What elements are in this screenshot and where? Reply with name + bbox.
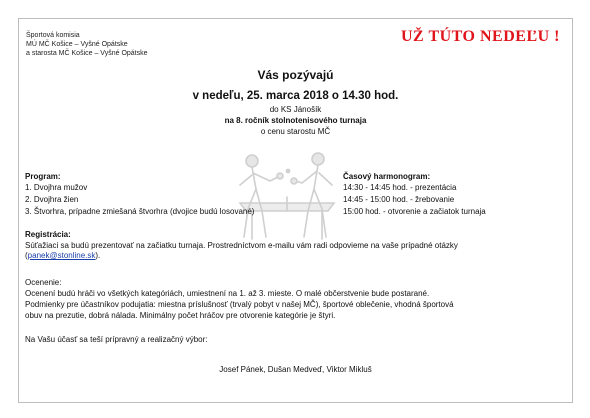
- program-title: Program:: [25, 172, 61, 181]
- schedule-title: Časový harmonogram:: [343, 172, 431, 181]
- closing-text: Na Vašu účasť sa teší prípravný a realizačný výbor:: [25, 335, 208, 344]
- program-item: 3. Štvorhra, prípadne zmiešaná štvorhra (dvojice budú losované): [25, 207, 255, 216]
- schedule-item: 14:45 - 15:00 hod. - žrebovanie: [343, 195, 455, 204]
- event-date: v nedeľu, 25. marca 2018 o 14.30 hod.: [192, 90, 399, 102]
- email-link[interactable]: panek@stonline.sk: [27, 251, 96, 260]
- schedule-item: 15:00 hod. - otvorenie a začiatok turnaja: [343, 207, 486, 216]
- organizer-block: [26, 31, 148, 58]
- registration-text: [25, 241, 565, 261]
- event-edition: na 8. ročník stolnotenisového turnaja: [224, 116, 367, 125]
- event-cup: o cenu starostu MČ: [260, 127, 331, 136]
- awards-line: obuv na prezutie, dobrá nálada. Minimálny počet hráčov pre otvorenie kategórie je štyri.: [25, 311, 336, 320]
- awards-line: Ocenení budú hráči vo všetkých kategóriách, umiestnení na 1. až 3. mieste. O malé občerstvenie bude postarané.: [25, 289, 430, 298]
- organizer-line: a starosta MČ Košice – Vyšné Opátske: [26, 50, 148, 57]
- event-venue: do KS Jánošík: [269, 105, 322, 114]
- table-tennis-illustration: [222, 141, 352, 246]
- schedule-item: 14:30 - 14:45 hod. - prezentácia: [343, 183, 457, 192]
- urgent-banner: UŽ TÚTO NEDEĽU !: [401, 28, 560, 45]
- registration-body: Súťažiaci sa budú prezentovať na začiatku turnaja. Prostredníctvom e-mailu vám radi odpovieme na vaše prípadné otázky: [25, 241, 458, 250]
- invitation-page: [18, 18, 573, 403]
- organizer-line: MÚ MČ Košice – Vyšné Opátske: [26, 41, 128, 48]
- invitation-title: Vás pozývajú: [257, 68, 334, 82]
- email-open: (: [25, 251, 28, 260]
- email-close: ).: [95, 251, 101, 260]
- organizer-line: Športová komisia: [26, 32, 80, 39]
- awards-title: Ocenenie:: [25, 278, 62, 287]
- program-item: 1. Dvojhra mužov: [25, 183, 88, 192]
- program-item: 2. Dvojhra žien: [25, 195, 79, 204]
- registration-title: Registrácia:: [25, 230, 71, 239]
- awards-line: Podmienky pre účastníkov podujatia: miestna príslušnosť (trvalý pobyt v našej MČ), športové oblečenie, vhodná športová: [25, 300, 454, 309]
- signers: Josef Pánek, Dušan Medveď, Viktor Mikluš: [219, 365, 372, 374]
